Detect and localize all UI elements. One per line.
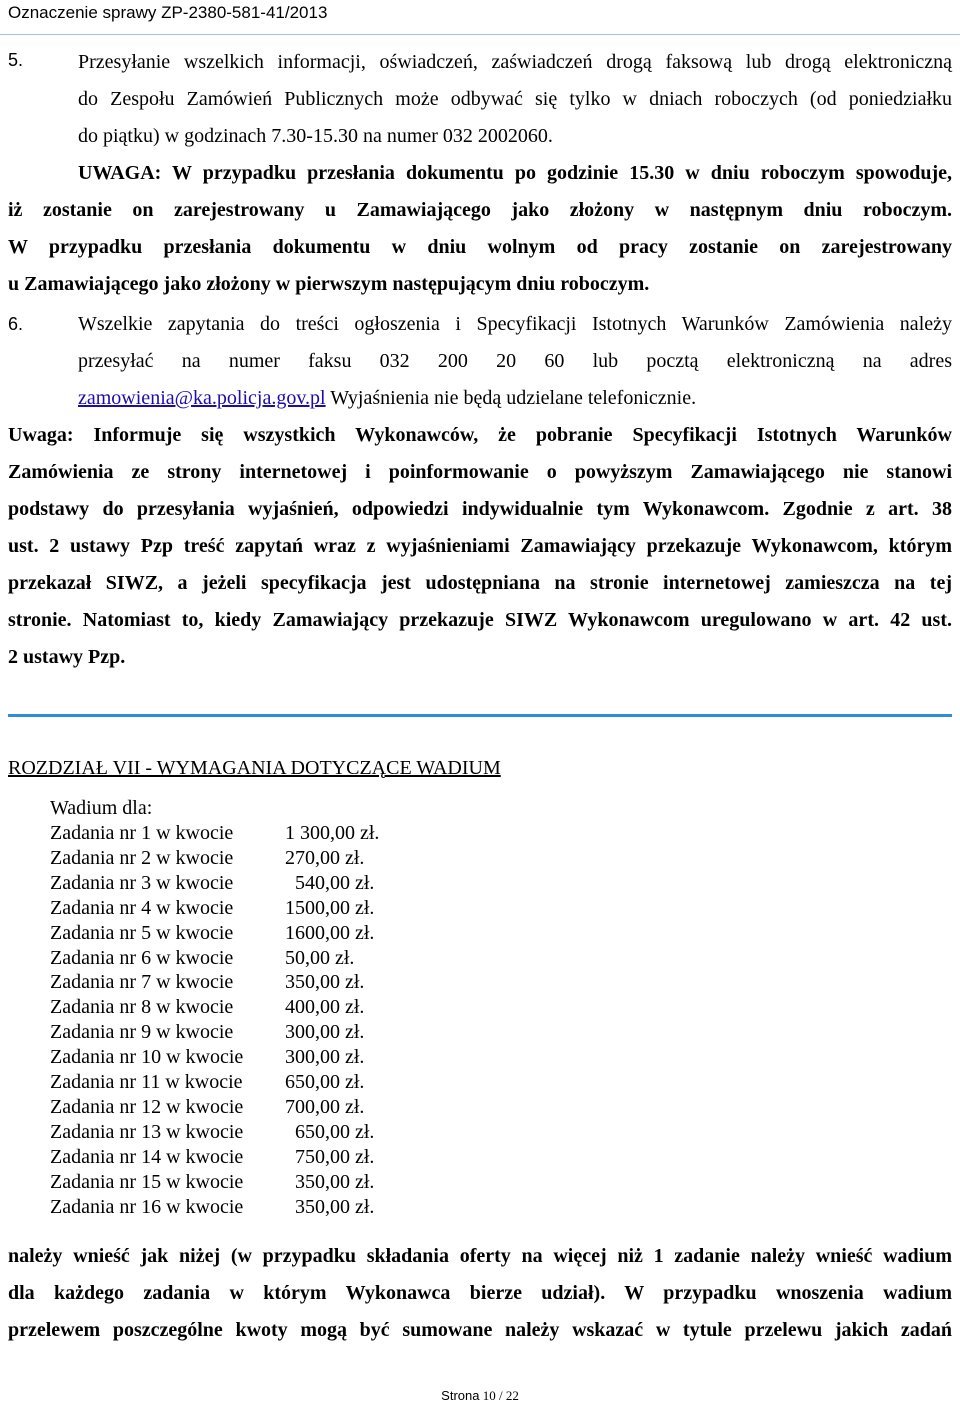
wadium-amount: 300,00 zł. xyxy=(285,1021,365,1044)
wadium-task-label: Zadania nr 1 w kwocie xyxy=(50,822,234,844)
wadium-task-label: Zadania nr 10 w kwocie xyxy=(50,1046,244,1069)
wadium-amount: 1500,00 zł. xyxy=(285,896,375,919)
case-reference: Oznaczenie sprawy ZP-2380-581-41/2013 xyxy=(8,3,328,22)
closing-line: dla każdego zadania w którym Wykonawca bierze udział). W przypadku wnoszenia wadium xyxy=(8,1282,952,1304)
wadium-amount: 1600,00 zł. xyxy=(285,921,375,944)
item-6-line: przesyłać na numer faksu 032 200 20 60 lub pocztą elektroniczną na adres xyxy=(78,350,952,372)
uwaga-line: przekazał SIWZ, a jeżeli specyfikacja jest udostępniana na stronie internetowej zamieszcza na tej xyxy=(8,572,952,594)
uwaga-line: podstawy do przesyłania wyjaśnień, odpowiedzi indywidualnie tym Wykonawcom. Zgodnie z art. 38 xyxy=(8,498,952,520)
wadium-amount: 650,00 zł. xyxy=(285,1071,365,1093)
note-line: u Zamawiającego jako złożony w pierwszym następującym dniu roboczym. xyxy=(8,273,650,295)
wadium-amount: 1 300,00 zł. xyxy=(285,822,380,844)
wadium-amount: 50,00 zł. xyxy=(285,946,355,969)
warning-line: iż zostanie on zarejestrowany u Zamawiającego jako złożony w następnym dniu roboczym. xyxy=(8,199,952,221)
wadium-task-label: Zadania nr 4 w kwocie xyxy=(50,896,234,919)
wadium-task-label: Zadania nr 13 w kwocie xyxy=(50,1120,244,1143)
section-divider xyxy=(8,714,952,717)
wadium-task-label: Zadania nr 15 w kwocie xyxy=(50,1170,244,1193)
page-header xyxy=(0,0,960,35)
item-6-line: Wszelkie zapytania do treści ogłoszenia i Specyfikacji Istotnych Warunków Zamówienia należy xyxy=(78,313,952,335)
item-5-warning xyxy=(78,155,952,192)
page-total: 22 xyxy=(505,1388,519,1403)
wadium-task-label: Zadania nr 2 w kwocie xyxy=(50,846,234,869)
item-6-number: 6. xyxy=(8,314,24,334)
wadium-amount: 300,00 zł. xyxy=(285,1046,365,1069)
uwaga-paragraph xyxy=(8,417,952,676)
closing-paragraph xyxy=(8,1238,952,1349)
item-5-line: do Zespołu Zamówień Publicznych może odbywać się tylko w dniach roboczych (od poniedziałku xyxy=(78,88,952,110)
uwaga-line: stronie. Natomiast to, kiedy Zamawiający przekazuje SIWZ Wykonawcom uregulowano w art. 42 ust. xyxy=(8,609,952,631)
wadium-task-label: Zadania nr 3 w kwocie xyxy=(50,871,234,894)
item-5-warning-cont xyxy=(8,192,952,303)
closing-line: przelewem poszczególne kwoty mogą być sumowane należy wskazać w tytule przelewu jakich zadań xyxy=(8,1319,952,1341)
wadium-task-label: Zadania nr 7 w kwocie xyxy=(50,971,234,994)
item-5-number: 5. xyxy=(8,50,24,70)
wadium-task-label: Zadania nr 12 w kwocie xyxy=(50,1095,244,1118)
wadium-amount: 400,00 zł. xyxy=(285,996,365,1019)
wadium-amount: 750,00 zł. xyxy=(285,1145,375,1168)
item-5-text xyxy=(78,44,952,155)
item-6-line xyxy=(78,380,952,417)
wadium-amount: 650,00 zł. xyxy=(285,1120,375,1143)
chapter-title: ROZDZIAŁ VII - WYMAGANIA DOTYCZĄCE WADIUM xyxy=(8,757,501,779)
item-6-text xyxy=(78,306,952,417)
page-separator: / xyxy=(498,1388,503,1403)
wadium-task-label: Zadania nr 16 w kwocie xyxy=(50,1195,244,1218)
wadium-task-label: Zadania nr 9 w kwocie xyxy=(50,1021,234,1044)
wadium-task-label: Zadania nr 6 w kwocie xyxy=(50,946,234,969)
page-footer xyxy=(0,1388,960,1404)
wadium-amount: 540,00 zł. xyxy=(285,871,375,894)
wadium-amount: 350,00 zł. xyxy=(285,1195,375,1218)
note-line: W przypadku przesłania dokumentu w dniu wolnym od pracy zostanie on zarejestrowany xyxy=(8,236,952,258)
item-5-line: do piątku) w godzinach 7.30-15.30 na numer 032 2002060. xyxy=(78,125,553,147)
wadium-title: Wadium dla: xyxy=(50,797,153,819)
wadium-task-label: Zadania nr 14 w kwocie xyxy=(50,1145,244,1168)
page-label: Strona xyxy=(441,1388,480,1403)
page-current: 10 xyxy=(482,1388,496,1403)
item-5-line: Przesyłanie wszelkich informacji, oświadczeń, zaświadczeń drogą faksową lub drogą elektroniczną xyxy=(78,51,952,73)
wadium-task-label: Zadania nr 8 w kwocie xyxy=(50,996,234,1019)
item-6-tail: Wyjaśnienia nie będą udzielane telefonicznie. xyxy=(325,387,697,409)
uwaga-line: Uwaga: Informuje się wszystkich Wykonawców, że pobranie Specyfikacji Istotnych Warunków xyxy=(8,424,952,446)
uwaga-line: 2 ustawy Pzp. xyxy=(8,646,126,668)
warning-line: UWAGA: W przypadku przesłania dokumentu po godzinie 15.30 w dniu roboczym spowoduje, xyxy=(78,162,952,184)
wadium-amount: 700,00 zł. xyxy=(285,1095,365,1118)
uwaga-line: ust. 2 ustawy Pzp treść zapytań wraz z wyjaśnieniami Zamawiający przekazuje Wykonawcom, którym xyxy=(8,535,952,557)
closing-line: należy wnieść jak niżej (w przypadku składania oferty na więcej niż 1 zadanie należy wnieść wadium xyxy=(8,1245,952,1267)
wadium-task-label: Zadania nr 11 w kwocie xyxy=(50,1071,243,1093)
email-link[interactable]: zamowienia@ka.policja.gov.pl xyxy=(78,387,326,409)
wadium-amount: 350,00 zł. xyxy=(285,971,365,994)
wadium-amount: 270,00 zł. xyxy=(285,846,365,869)
uwaga-line: Zamówienia ze strony internetowej i poinformowanie o powyższym Zamawiającego nie stanowi xyxy=(8,461,952,483)
wadium-amount: 350,00 zł. xyxy=(285,1170,375,1193)
wadium-task-label: Zadania nr 5 w kwocie xyxy=(50,921,234,944)
